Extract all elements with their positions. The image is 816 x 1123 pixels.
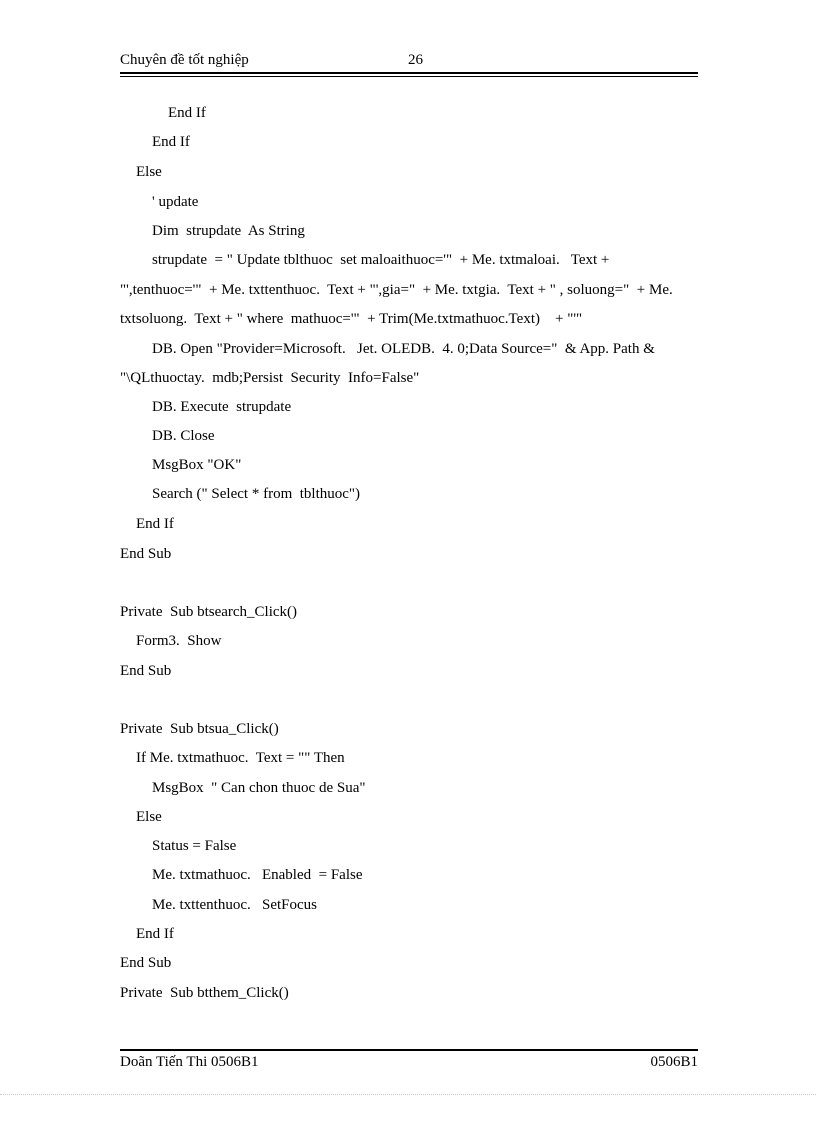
code-line: "',tenthuoc='" + Me. txttenthuoc. Text + "',gia=" + Me. txtgia. Text + " , soluong=" + Me. [120,282,673,298]
code-line: If Me. txtmathuoc. Text = "" Then [136,750,345,766]
code-line: txtsoluong. Text + " where mathuoc='" + Trim(Me.txtmathuoc.Text) + "'" [120,311,583,327]
code-line: Me. txttenthuoc. SetFocus [152,897,317,913]
code-line: End If [168,105,206,121]
code-line: Search (" Select * from tblthuoc") [152,486,361,502]
code-line: End Sub [120,663,172,679]
code-line: End Sub [120,546,172,562]
footer-rule [120,1049,698,1051]
code-line: Private Sub btthem_Click() [120,985,289,1001]
code-line: End If [152,134,190,150]
code-line: End If [136,926,174,942]
code-line: "\QLthuoctay. mdb;Persist Security Info=False" [120,370,420,386]
page-bottom-dotted-edge [0,1094,816,1095]
code-line: Private Sub btsearch_Click() [120,604,298,620]
code-line: Else [136,164,162,180]
code-line: End If [136,516,174,532]
code-line: ' update [152,194,199,210]
document-title: Chuyên đề tốt nghiệp [120,52,249,68]
code-line: Private Sub btsua_Click() [120,721,279,737]
code-line: DB. Close [152,428,215,444]
code-line: DB. Open "Provider=Microsoft. Jet. OLEDB. 4. 0;Data Source=" & App. Path & [152,341,655,357]
footer-class-code: 0506B1 [650,1054,698,1070]
page-footer [120,1054,698,1074]
code-line: Else [136,809,162,825]
code-line: MsgBox " Can chon thuoc de Sua" [152,780,366,796]
footer-author: Doãn Tiến Thi 0506B1 [120,1054,259,1070]
code-line: DB. Execute strupdate [152,399,292,415]
code-line: Me. txtmathuoc. Enabled = False [152,867,363,883]
code-line: End Sub [120,955,172,971]
code-line: Dim strupdate As String [152,223,305,239]
page-number: 26 [408,52,423,68]
code-line: Status = False [152,838,237,854]
code-line: MsgBox "OK" [152,457,242,473]
code-line: strupdate = " Update tblthuoc set maloaithuoc='" + Me. txtmaloai. Text + [152,252,610,268]
code-line: Form3. Show [136,633,222,649]
